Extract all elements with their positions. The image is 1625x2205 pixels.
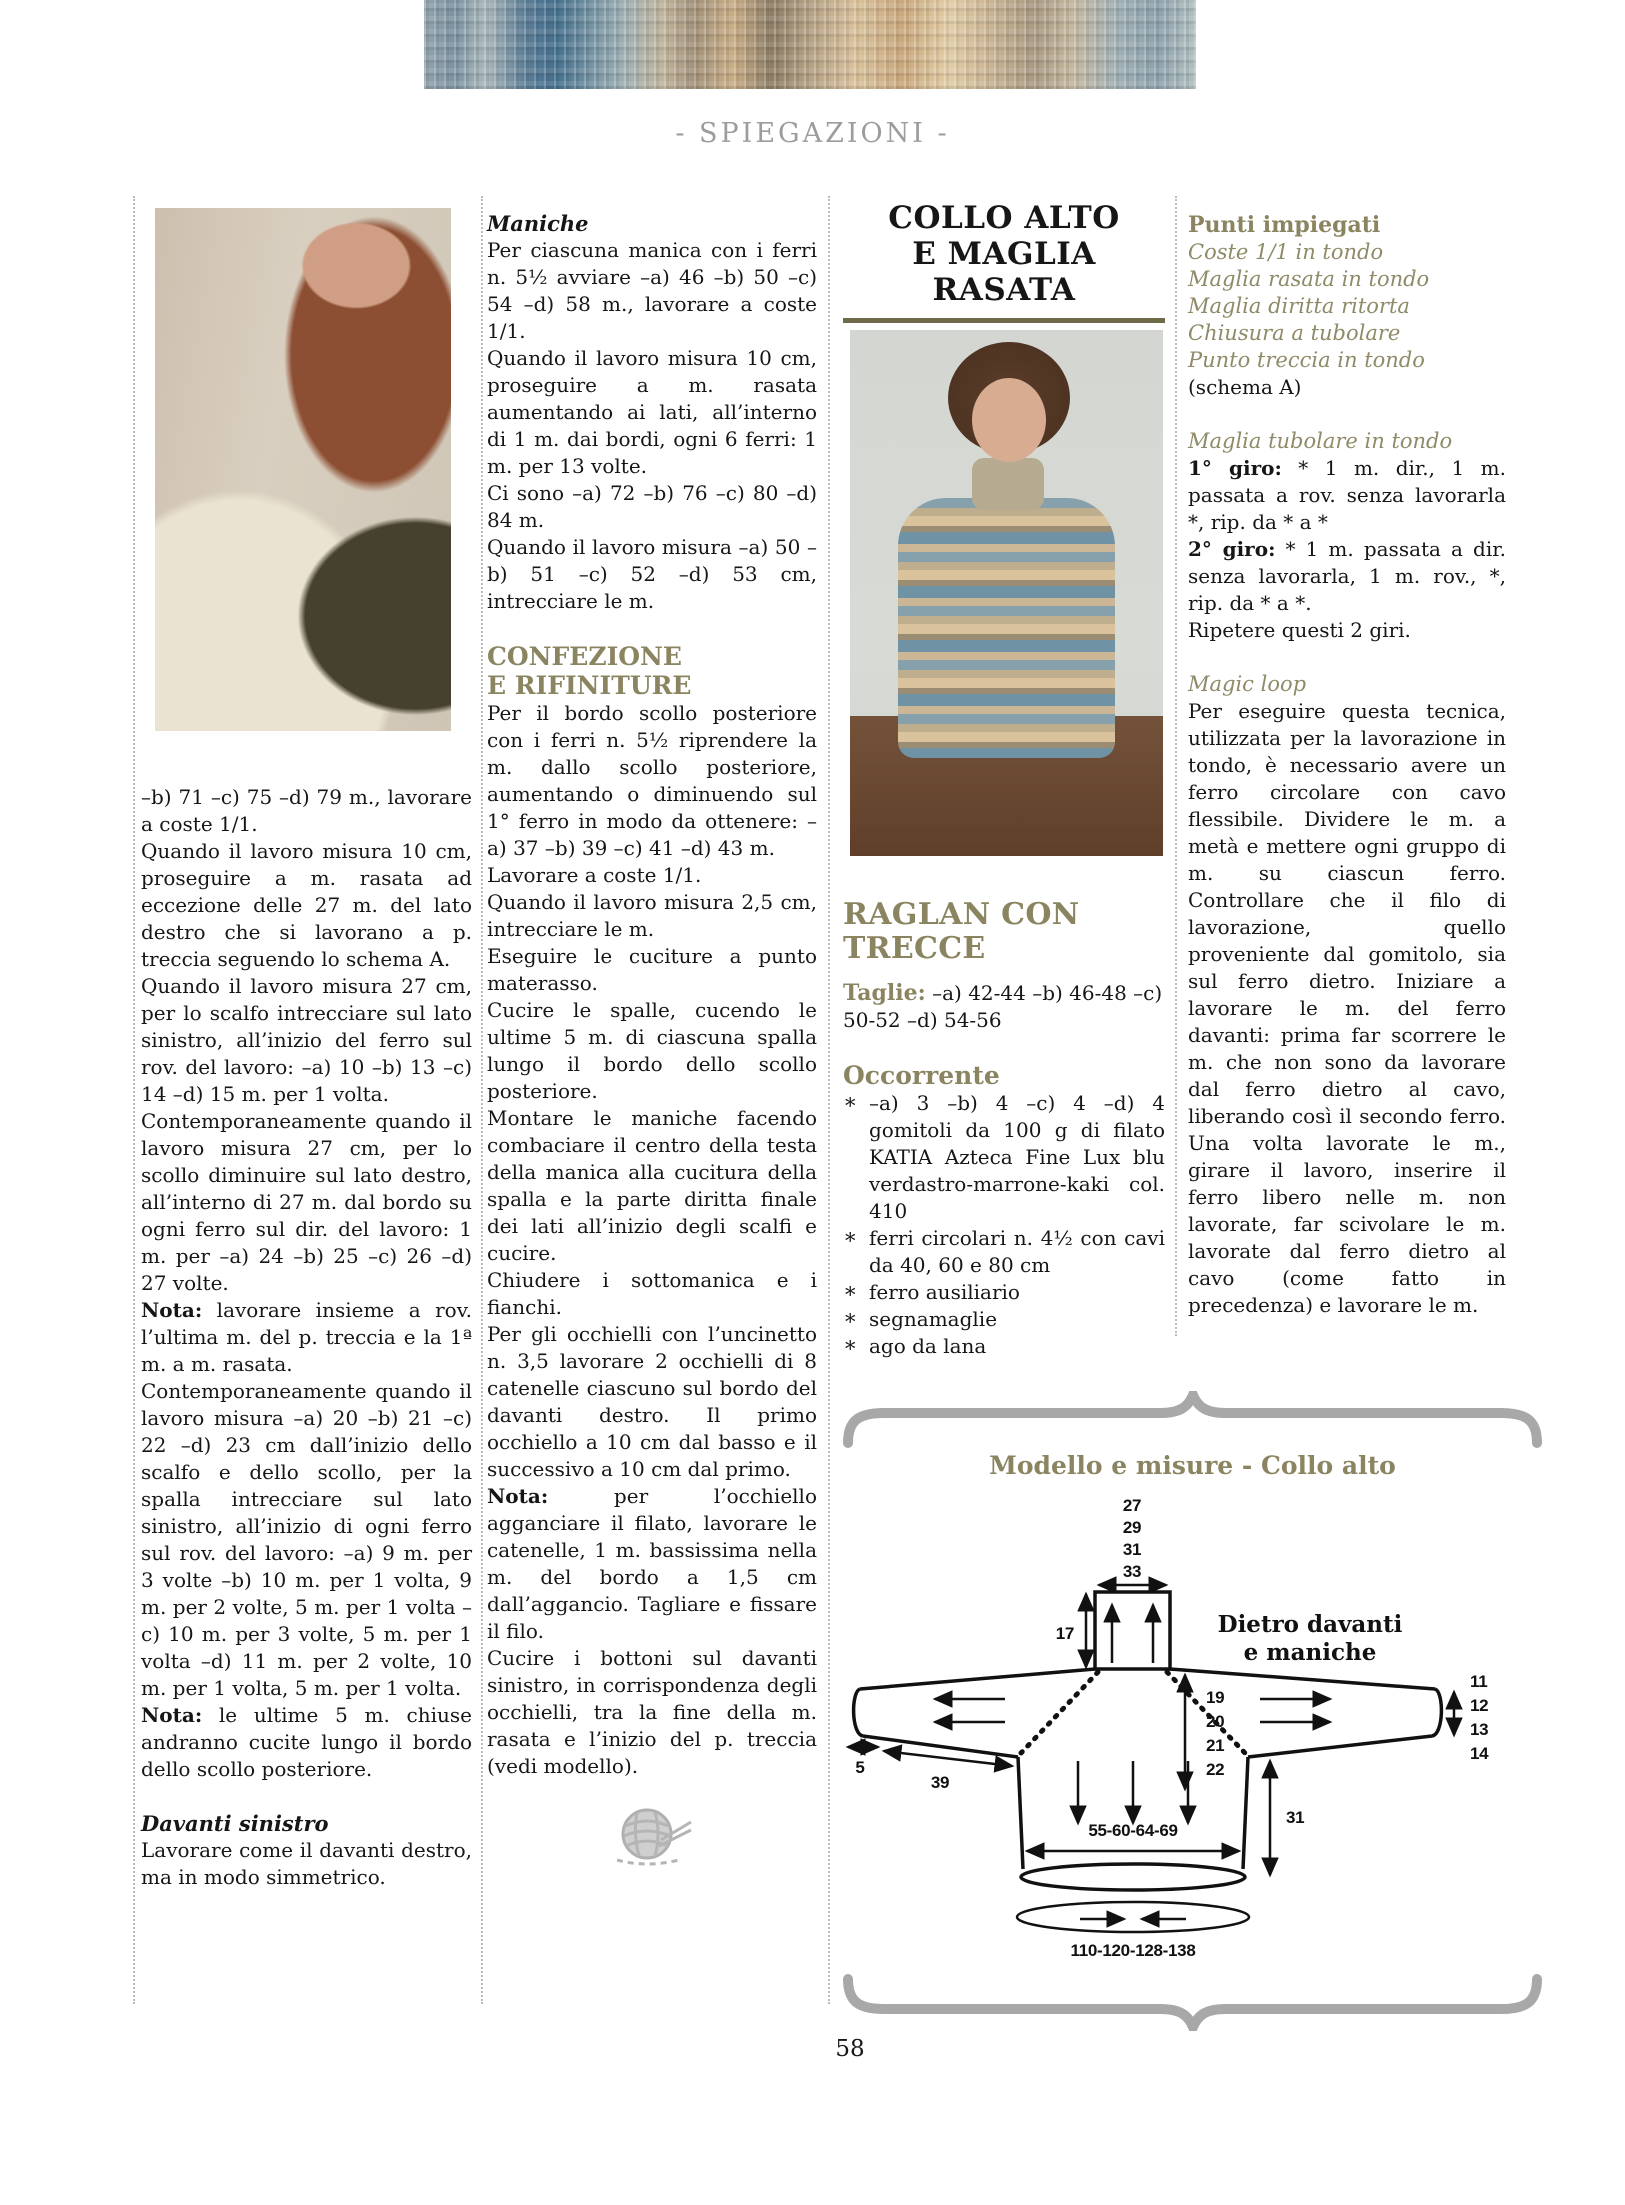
paragraph: Per gli occhielli con l’uncinetto n. 3,5 lavorare 2 occhielli di 8 catenelle ciascuno sul bordo del davanti destro. Il primo occhiello a 10 cm dal basso e il successivo a 10 cm dal primo. — [487, 1322, 817, 1481]
yoke-depth-value: 19 — [1206, 1688, 1225, 1707]
subsection-title-maniche: Maniche — [487, 211, 589, 236]
page-section-header: - SPIEGAZIONI - — [675, 118, 950, 149]
tubolare-title: Maglia tubolare in tondo — [1188, 429, 1453, 453]
title-underline — [843, 318, 1165, 323]
stitch-item: Punto treccia in tondo — [1188, 348, 1425, 372]
collar-width-value: 27 — [1122, 1496, 1142, 1515]
brace-bottom-icon — [840, 1973, 1545, 2031]
cuff-height-value: 14 — [1470, 1744, 1489, 1763]
paragraph: Contemporaneamente quando il lavoro misura –a) 20 –b) 21 –c) 22 –d) 23 cm dall’inizio dello scalfo e dello scollo, per la spalla intrecciare sul lato sinistro, all’inizio di ogni ferro sul rov. del lavoro: –a) 9 m. per 3 volte –b) 10 m. per 1 volta, 9 m. per 2 volte, 5 m. per 1 volta –c) 10 m. per 3 volte, 5 m. per 1 volta –d) 11 m. per 2 volte, 10 m. per 1 volta, 5 m. per 1 volta. — [141, 1379, 472, 1700]
taglie-line — [843, 980, 1165, 1034]
nota-text: per l’occhiello agganciare il filato, lavorare le catenelle, 1 m. bassissima nella m. del bordo a 1,5 cm dall’aggancio. Tagliare e fissare il filo. — [487, 1484, 817, 1643]
photo-cardigan-model — [155, 208, 451, 731]
asterisk-bullet-icon: * — [845, 1283, 856, 1307]
column-divider — [481, 196, 483, 2004]
sleeve-direction-arrows — [935, 1699, 1330, 1722]
column-2-text — [487, 210, 817, 1875]
raglan-line — [1021, 1672, 1098, 1753]
occorrente-title: Occorrente — [843, 1061, 1000, 1090]
subsection-title-davanti-sinistro: Davanti sinistro — [141, 1811, 329, 1836]
paragraph-giro2: 2° giro: * 1 m. passata a dir. senza lavorarla, 1 m. rov., *, rip. da * a *. — [1188, 537, 1506, 615]
materials-item: * ferro ausiliario — [845, 1280, 1020, 1307]
paragraph: Quando il lavoro misura 2,5 cm, intrecciare le m. — [487, 890, 817, 941]
piece-label-line2: e maniche — [1243, 1639, 1377, 1666]
paragraph: Montare le maniche facendo combaciare il centro della testa della manica alla cucitura della spalla e la parte diritta finale dei lati all’inizio degli scalfi e cucire. — [487, 1106, 817, 1265]
materials-item: * segnamaglie — [845, 1307, 998, 1334]
collar-outline — [1095, 1592, 1170, 1669]
asterisk-bullet-icon: * — [845, 1229, 856, 1253]
paragraph-giro1: 1° giro: * 1 m. dir., 1 m. passata a rov. senza lavorarla *, rip. da * a * — [1188, 456, 1506, 534]
cuff-width-value: 5 — [855, 1758, 865, 1777]
section-title-raglan: RAGLAN CON TRECCE — [843, 897, 1080, 966]
column-divider — [1175, 196, 1177, 1336]
column-divider — [133, 196, 135, 2004]
cuff-height-value: 13 — [1470, 1720, 1489, 1739]
asterisk-bullet-icon: * — [845, 1337, 856, 1361]
materials-item: * ago da lana — [845, 1334, 987, 1361]
yoke-depth-value: 20 — [1206, 1712, 1225, 1731]
paragraph: Per eseguire questa tecnica, utilizzata per la lavorazione in tondo, è necessario avere un ferro circolare con cavo flessibile. Dividere le m. a metà e mettere ogni gruppo di m. su ciascun ferro. Controllare che il filo di lavorazione, quello proveniente dal gomitolo, sia sul ferro dietro. Iniziare a lavorare le m. del ferro davanti: prima far scorrere le m. che non sono da lavorare dal ferro dietro al cavo, liberando così il secondo ferro. Una volta lavorate le m., girare il lavoro, inserire il ferro libero nelle m. non lavorate, far scivolare le m. lavorate dal ferro dietro al cavo (come fatto in precedenza) e lavorare le m. — [1188, 699, 1506, 1317]
paragraph: Quando il lavoro misura 10 cm, proseguire a m. rasata ad eccezione delle 27 m. del lato destro che si lavorano a p. treccia seguendo lo schema A. — [141, 839, 472, 971]
piece-label-line1: Dietro davanti — [1217, 1611, 1403, 1638]
paragraph: Cucire i bottoni sul davanti sinistro, in corrispondenza degli occhielli, tra la fine della m. rasata e l’inizio del p. treccia (vedi modello). — [487, 1646, 817, 1778]
materials-item: * ferri circolari n. 4½ con cavi da 40, 60 e 80 cm — [845, 1226, 1165, 1277]
collar-width-value: 31 — [1122, 1540, 1142, 1559]
giro1-label: 1° giro: — [1188, 456, 1282, 480]
punti-impiegati-title: Punti impiegati — [1188, 212, 1381, 238]
paragraph: Quando il lavoro misura –a) 50 –b) 51 –c) 52 –d) 53 cm, intrecciare le m. — [487, 535, 817, 613]
collar-height-value: 17 — [1055, 1624, 1074, 1643]
paragraph: Lavorare a coste 1/1. — [487, 863, 702, 887]
paragraph: Quando il lavoro misura 10 cm, proseguire a m. rasata aumentando ai lati, all’interno di 1 m. dai bordi, ogni 6 ferri: 1 m. per 13 volte. — [487, 346, 817, 478]
cuff-height-value: 11 — [1470, 1672, 1488, 1691]
giro2-label: 2° giro: — [1188, 537, 1276, 561]
photo-collar-area — [972, 458, 1044, 510]
circumference-ellipse — [1017, 1902, 1249, 1932]
body-direction-arrows — [1078, 1761, 1188, 1823]
photo-turtleneck-model — [850, 330, 1163, 856]
column-1-text — [141, 784, 472, 1891]
brace-top-icon — [840, 1391, 1545, 1449]
photo-striped-sweater-area — [898, 498, 1115, 758]
section-title-confezione: CONFEZIONE E RIFINITURE — [487, 642, 692, 700]
stitch-item: Maglia diritta ritorta — [1188, 294, 1410, 318]
stitch-item: Chiusura a tubolare — [1188, 321, 1401, 345]
body-height-value: 31 — [1286, 1808, 1305, 1827]
paragraph-nota — [487, 1483, 817, 1645]
column-3-text — [843, 898, 1165, 1360]
hem-circumference-value: 110-120-128-138 — [1070, 1941, 1196, 1960]
collar-width-value: 29 — [1122, 1518, 1142, 1537]
yarn-ball-icon — [487, 1802, 817, 1875]
paragraph-nota — [141, 1297, 472, 1378]
column-4-text — [1188, 212, 1506, 1319]
paragraph: Contemporaneamente quando il lavoro misura 27 cm, per lo scollo diminuire sul lato destro, all’interno di 27 m. dal bordo su ogni ferro sul dir. del lavoro: 1 m. per –a) 24 –b) 25 –c) 26 –d) 27 volte. — [141, 1109, 472, 1295]
paragraph: Lavorare come il davanti destro, ma in modo simmetrico. — [141, 1838, 472, 1889]
paragraph: Per il bordo scollo posteriore con i ferri n. 5½ riprendere la m. dallo scollo posteriore, aumentando o diminuendo sul 1° ferro in modo da ottenere: –a) 37 –b) 39 –c) 41 –d) 43 m. — [487, 701, 817, 860]
body-width-value: 55-60-64-69 — [1088, 1821, 1178, 1840]
paragraph: Eseguire le cuciture a punto materasso. — [487, 944, 817, 995]
paragraph: Ci sono –a) 72 –b) 76 –c) 80 –d) 84 m. — [487, 481, 817, 532]
nota-label: Nota: — [141, 1298, 203, 1322]
taglie-label: Taglie: — [843, 980, 926, 1006]
materials-item: * –a) 3 –b) 4 –c) 4 –d) 4 gomitoli da 100 g di filato KATIA Azteca Fine Lux blu verdastro-marrone-kaki col. 410 — [845, 1091, 1165, 1223]
schema-note: (schema A) — [1188, 375, 1302, 399]
page-number: 58 — [835, 2036, 865, 2062]
collar-width-value: 33 — [1122, 1562, 1142, 1581]
column-3 — [843, 200, 1165, 323]
nota-text: le ultime 5 m. chiuse andranno cucite lungo il bordo dello scollo posteriore. — [141, 1703, 472, 1781]
paragraph: Ripetere questi 2 giri. — [1188, 618, 1411, 642]
yoke-depth-value: 21 — [1206, 1736, 1225, 1755]
yoke-depth-value: 22 — [1206, 1760, 1225, 1779]
cuff-height-value: 12 — [1470, 1696, 1489, 1715]
column-divider — [828, 196, 830, 2004]
nota-label: Nota: — [487, 1484, 549, 1508]
nota-text: lavorare insieme a rov. l’ultima m. del p. treccia e la 1ª m. a m. rasata. — [141, 1298, 472, 1376]
paragraph: Quando il lavoro misura 27 cm, per lo scalfo intrecciare sul lato sinistro, all’inizio del ferro sul rov. del lavoro: –a) 10 –b) 13 –c) 14 –d) 15 m. per 1 volta. — [141, 974, 472, 1106]
paragraph: Chiudere i sottomanica e i fianchi. — [487, 1268, 817, 1319]
taglie-values: –a) 42-44 –b) 46-48 –c) 50-52 –d) 54-56 — [843, 981, 1163, 1032]
sleeve-length-value: 39 — [930, 1773, 950, 1792]
magic-loop-title: Magic loop — [1188, 672, 1307, 696]
diagram-title: Modello e misure - Collo alto — [989, 1451, 1396, 1480]
sweater-schematic — [840, 1489, 1540, 1961]
paragraph-nota — [141, 1702, 472, 1783]
asterisk-bullet-icon: * — [845, 1094, 856, 1118]
paragraph: –b) 71 –c) 75 –d) 79 m., lavorare a coste 1/1. — [141, 785, 472, 836]
stitch-item: Coste 1/1 in tondo — [1188, 240, 1384, 264]
schematic-section — [840, 1385, 1545, 2045]
paragraph: Cucire le spalle, cucendo le ultime 5 m. di ciascuna spalla lungo il bordo dello scollo posteriore. — [487, 998, 817, 1103]
paragraph: Per ciascuna manica con i ferri n. 5½ avviare –a) 46 –b) 50 –c) 54 –d) 58 m., lavorare a coste 1/1. — [487, 238, 817, 343]
stitch-item: Maglia rasata in tondo — [1188, 267, 1430, 291]
asterisk-bullet-icon: * — [845, 1310, 856, 1334]
nota-label: Nota: — [141, 1703, 203, 1727]
photo-face-area — [972, 378, 1046, 462]
knit-fabric-banner-image — [424, 0, 1196, 89]
pattern-title: COLLO ALTO E MAGLIA RASATA — [888, 200, 1120, 308]
